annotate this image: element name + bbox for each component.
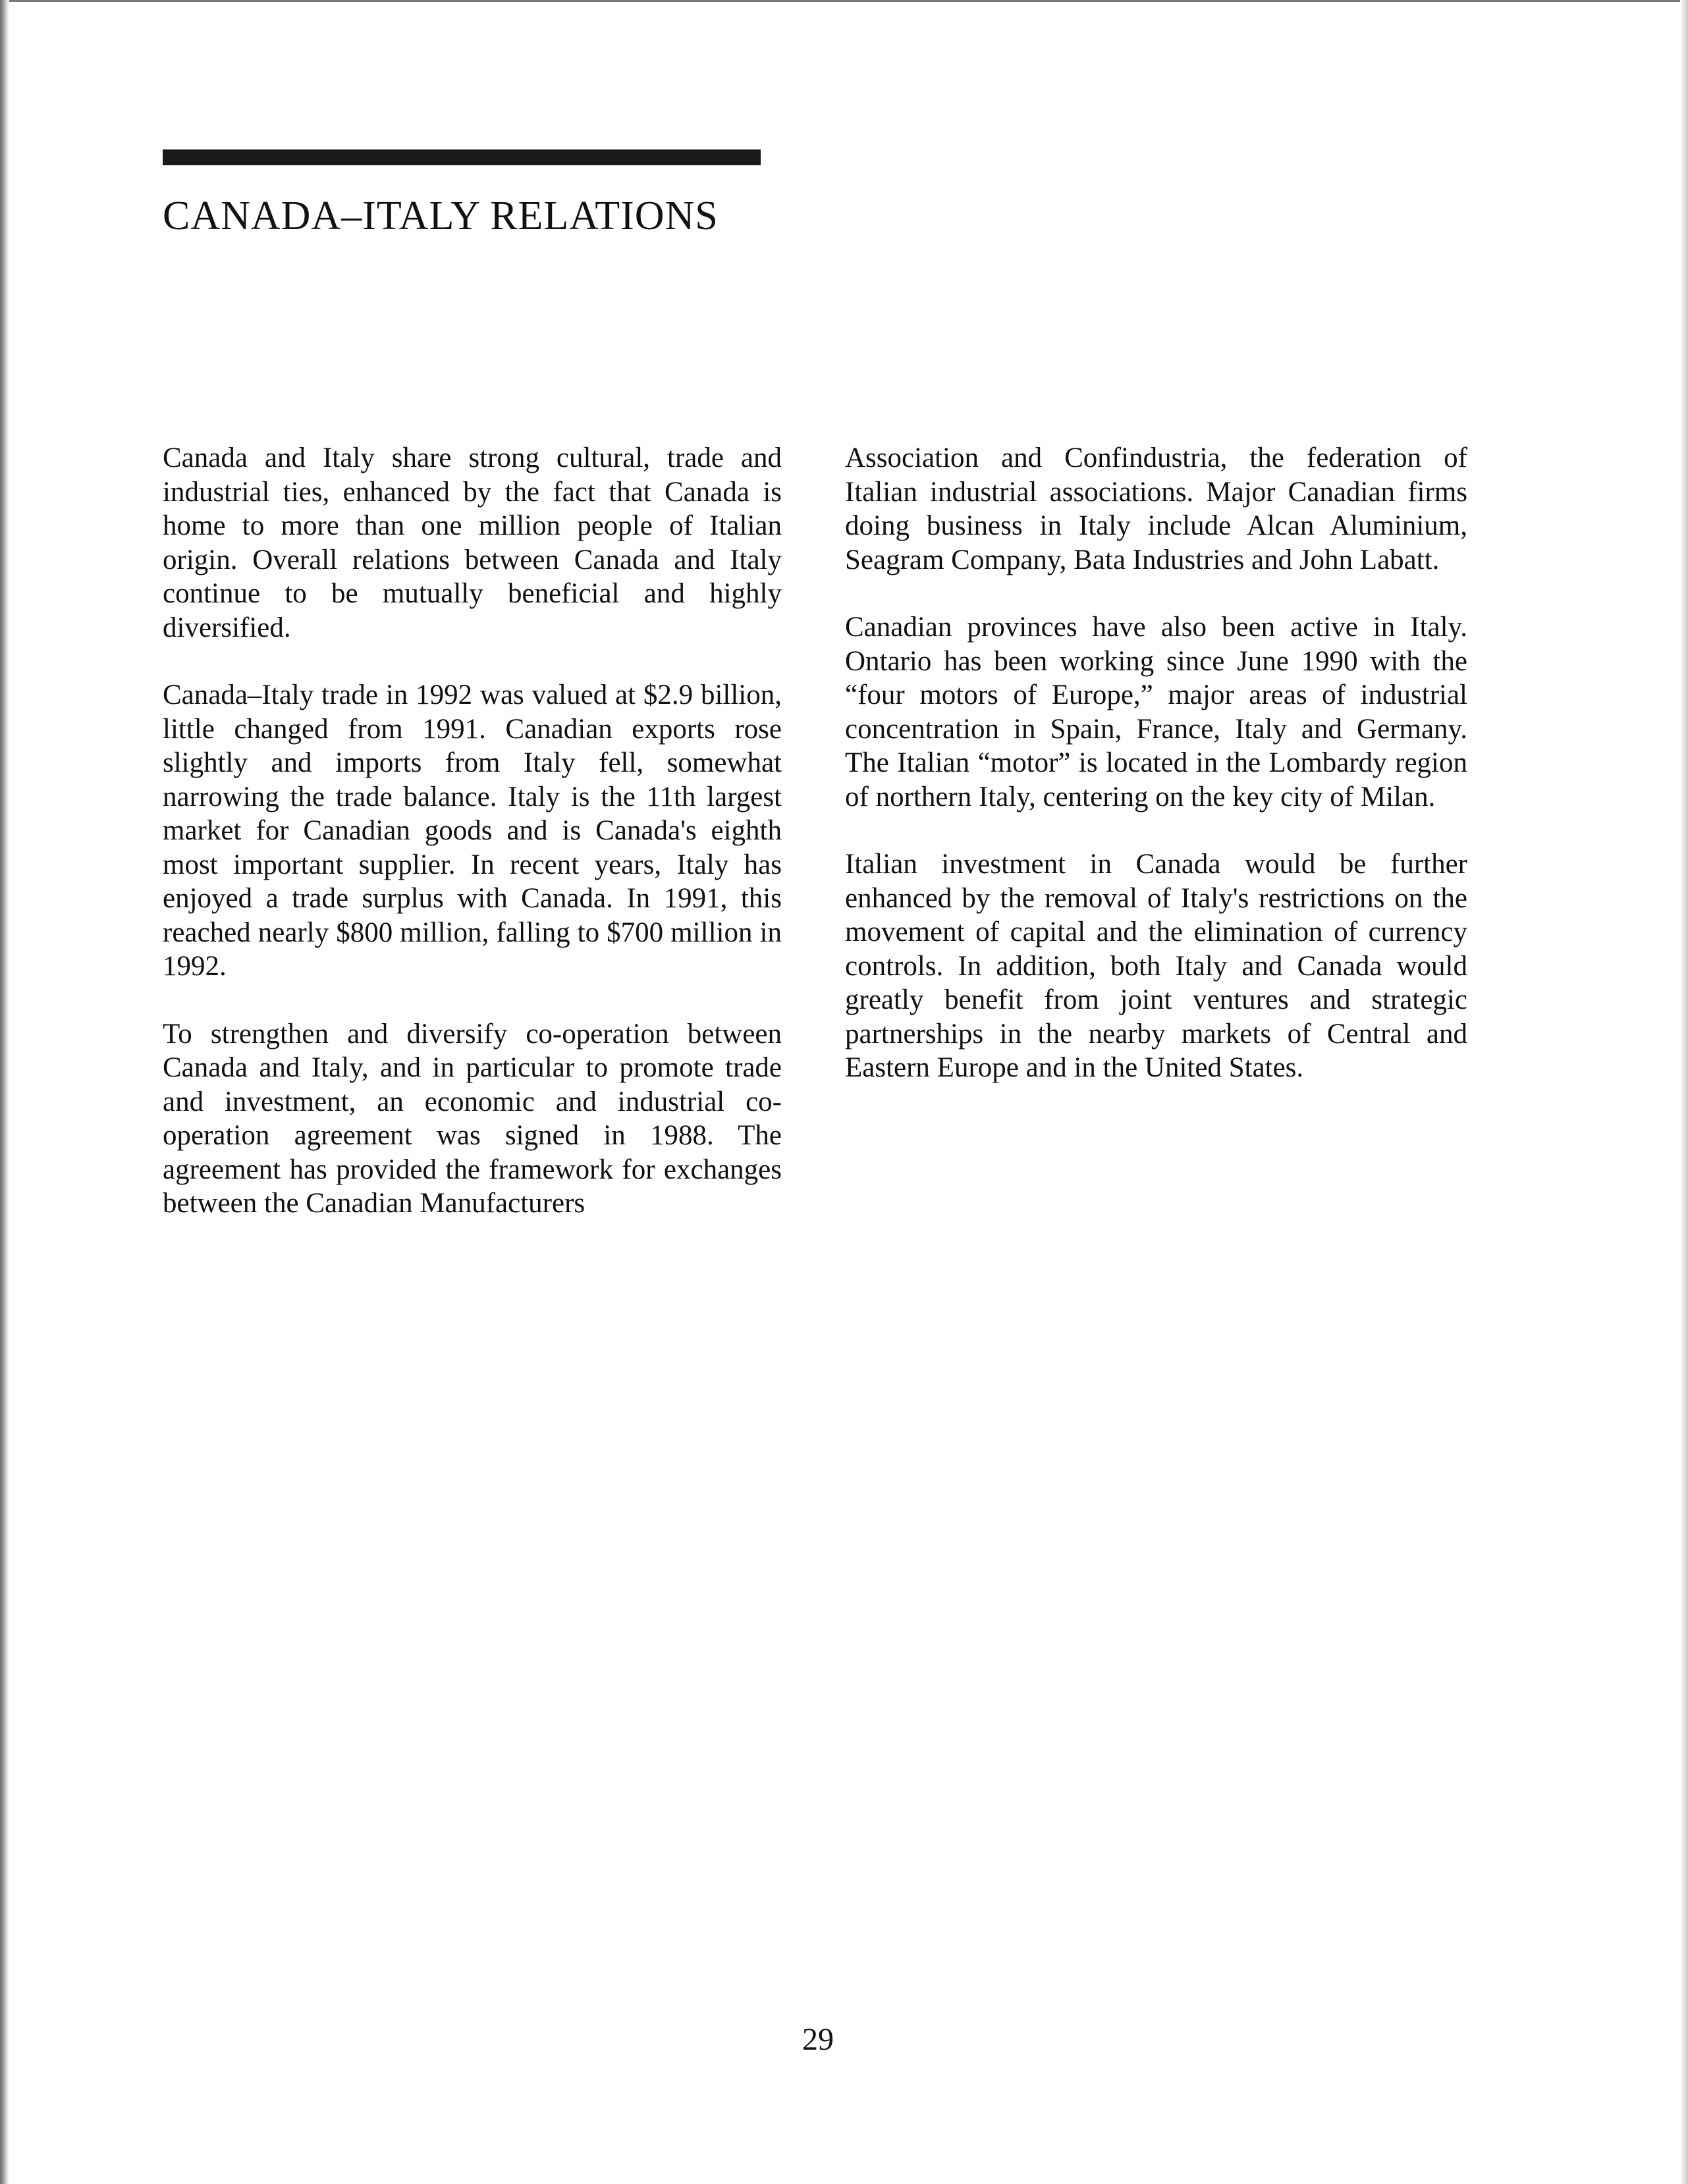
scan-right-edge	[1680, 0, 1688, 2184]
paragraph: Italian investment in Canada would be further enhanced by the removal of Italy's restrictions on the movement of capital and the elimination of currency controls. In addition, both Italy and Canada would greatly benefit from joint ventures and strategic partnerships in the nearby markets of Central and Eastern Europe and in the United States.	[845, 849, 1467, 1083]
paragraph: Canada–Italy trade in 1992 was valued at $2.9 billion, little changed from 1991. Canadian exports rose slightly and imports from Italy fell, somewhat narrowing the trade balance. Italy is the 11th largest market for Canadian goods and is Canada's eighth most important supplier. In recent years, Italy has enjoyed a trade surplus with Canada. In 1991, this reached nearly $800 million, falling to $700 million in 1992.	[163, 679, 782, 982]
paragraph: To strengthen and diversify co-operation between Canada and Italy, and in particular to promote trade and investment, an economic and industrial co-operation agreement was signed in 1988. The agreement has provided the framework for exchanges between the Canadian Manufacturers	[163, 1018, 782, 1219]
paragraph: Association and Confindustria, the federation of Italian industrial associations. Major Canadian firms doing business in Italy include Alcan Aluminium, Seagram Company, Bata Industries and John Labatt.	[845, 442, 1467, 575]
paragraph: Canada and Italy share strong cultural, trade and industrial ties, enhanced by the fact that Canada is home to more than one million people of Italian origin. Overall relations between Canada and Italy continue to be mutually beneficial and highly diversified.	[163, 442, 782, 643]
scan-top-edge	[0, 0, 1688, 2]
scan-left-edge	[0, 0, 9, 2184]
right-column	[845, 441, 1467, 1119]
paragraph: Canadian provinces have also been active in Italy. Ontario has been working since June 1990 with the “four motors of Europe,” major areas of industrial concentration in Spain, France, Italy and Germany. The Italian “motor” is located in the Lombardy region of northern Italy, centering on the key city of Milan.	[845, 612, 1467, 812]
left-column	[163, 441, 782, 1254]
page-title: CANADA–ITALY RELATIONS	[163, 194, 719, 238]
page-number: 29	[802, 2022, 834, 2057]
title-rule-bar	[163, 149, 761, 165]
